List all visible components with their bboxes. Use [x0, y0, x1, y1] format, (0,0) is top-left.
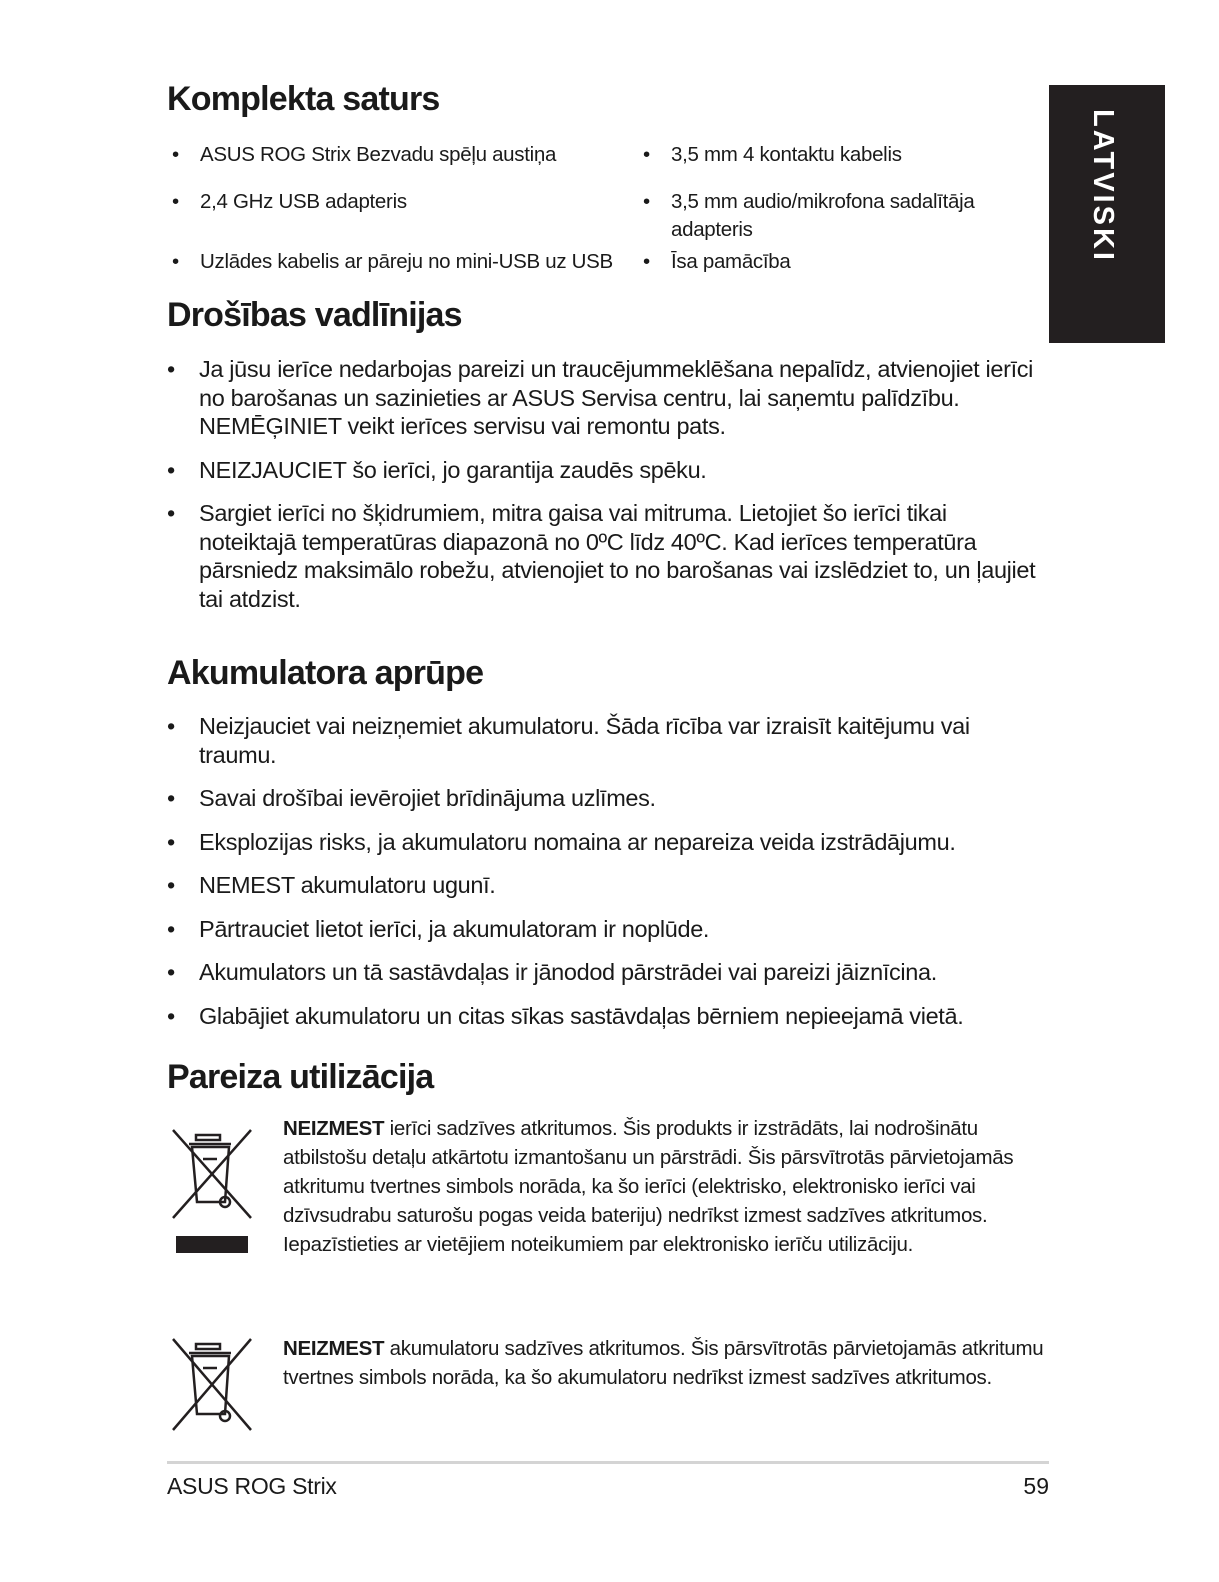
- list-item: [167, 871, 1047, 900]
- crossed-out-wheelie-bin-icon: [167, 1334, 257, 1434]
- bullet: •: [643, 250, 650, 273]
- battery-disposal-bold: NEIZMEST: [283, 1337, 385, 1360]
- bullet: •: [167, 959, 175, 985]
- safety-list: [167, 355, 1047, 613]
- bullet: •: [172, 190, 179, 213]
- contents-item-text: ASUS ROG Strix Bezvadu spēļu austiņa: [200, 143, 557, 166]
- device-disposal-body: ierīci sadzīves atkritumos. Šis produkts ir izstrādāts, lai nodrošinātu atbilstošu detaļu atkārtotu izmantošanu un pārstrādi. Šis pārsvītrotās pārvietojamās atkritumu tvertnes simbols norāda, ka šo ierīci (elektrisko, elektronisko ierīci vai dzīvsudrabu saturošu pogas veida bateriju) nedrīkst izmest sadzīves atkritumos. Iepazīstieties ar vietējiem noteikumiem par elektronisko ierīču utilizāciju.: [283, 1117, 1014, 1256]
- bullet: •: [172, 250, 179, 273]
- bullet: •: [167, 828, 175, 855]
- list-item: [167, 456, 1047, 485]
- battery-list: [167, 712, 1047, 1030]
- bullet: •: [167, 915, 175, 942]
- crossed-out-wheelie-bin-icon: [167, 1114, 257, 1259]
- list-item-text: Eksplozijas risks, ja akumulatoru nomaina ar nepareiza veida izstrādājumu.: [199, 828, 956, 855]
- footer-product: ASUS ROG Strix: [167, 1473, 337, 1499]
- bullet: •: [167, 500, 175, 526]
- page-number: 59: [1023, 1473, 1049, 1499]
- bullet: •: [167, 356, 175, 382]
- list-item-text: NEMEST akumulatoru ugunī.: [199, 872, 496, 898]
- bullet: •: [167, 713, 175, 739]
- battery-heading: Akumulatora aprūpe: [167, 654, 484, 692]
- device-disposal-text: [283, 1114, 1053, 1259]
- bullet: •: [167, 1002, 175, 1029]
- device-disposal-bold: NEIZMEST: [283, 1117, 385, 1140]
- bullet: •: [643, 190, 650, 213]
- list-item-text: NEIZJAUCIET šo ierīci, jo garantija zaudēs spēku.: [199, 456, 707, 483]
- list-item: [167, 915, 1047, 944]
- footer-rule: [167, 1461, 1049, 1464]
- contents-item: [172, 248, 613, 276]
- bullet: •: [643, 143, 650, 166]
- contents-item: [643, 248, 1031, 276]
- list-item: [167, 712, 1047, 769]
- bullet: •: [167, 872, 175, 898]
- contents-item: [172, 141, 556, 169]
- list-item-text: Akumulators un tā sastāvdaļas ir jānodod pārstrādei vai pareizi jāiznīcina.: [199, 959, 937, 985]
- list-item-text: Glabājiet akumulatoru un citas sīkas sastāvdaļas bērniem nepieejamā vietā.: [199, 1002, 964, 1029]
- list-item: [167, 828, 1047, 857]
- contents-item: [643, 141, 1031, 169]
- list-item: [167, 784, 1047, 813]
- contents-item-text: 3,5 mm audio/mikrofona sadalītāja adapteris: [671, 190, 975, 241]
- language-tab-label: LATVISKI: [1087, 109, 1119, 263]
- list-item-text: Neizjauciet vai neizņemiet akumulatoru. Šāda rīcība var izraisīt kaitējumu vai traumu.: [199, 713, 970, 768]
- contents-item-text: Īsa pamācība: [671, 250, 791, 273]
- bullet: •: [167, 785, 175, 811]
- list-item-text: Ja jūsu ierīce nedarbojas pareizi un traucējummeklēšana nepalīdz, atvienojiet ierīci no barošanas un sazinieties ar ASUS Servisa centru, lai saņemtu palīdzību. NEMĒĢINIET veikt ierīces servisu vai remontu pats.: [199, 356, 1034, 439]
- list-item: [167, 1002, 1047, 1031]
- list-item: [167, 958, 1047, 987]
- safety-heading: Drošības vadlīnijas: [167, 296, 462, 334]
- contents-item-text: 2,4 GHz USB adapteris: [200, 190, 407, 213]
- list-item: [167, 355, 1047, 441]
- contents-item: [643, 188, 1031, 244]
- list-item-text: Savai drošībai ievērojiet brīdinājuma uzlīmes.: [199, 785, 656, 811]
- list-item-text: Pārtrauciet lietot ierīci, ja akumulatoram ir noplūde.: [199, 915, 710, 942]
- list-item: [167, 499, 1047, 613]
- battery-disposal-text: [283, 1334, 1053, 1392]
- bullet: •: [172, 143, 179, 166]
- contents-item-text: 3,5 mm 4 kontaktu kabelis: [671, 143, 902, 166]
- contents-heading: Komplekta saturs: [167, 80, 440, 118]
- contents-item: [172, 188, 407, 216]
- list-item-text: Sargiet ierīci no šķidrumiem, mitra gaisa vai mitruma. Lietojiet šo ierīci tikai noteiktajā temperatūras diapazonā no 0ºC līdz 40ºC. Kad ierīces temperatūra pārsniedz maksimālo robežu, atvienojiet to no barošanas vai izslēdziet to, un ļaujiet tai atdzist.: [199, 500, 1036, 612]
- disposal-heading: Pareiza utilizācija: [167, 1058, 434, 1096]
- battery-disposal-body: akumulatoru sadzīves atkritumos. Šis pārsvītrotās pārvietojamās atkritumu tvertnes simbols norāda, ka šo akumulatoru nedrīkst izmest sadzīves atkritumos.: [283, 1337, 1044, 1389]
- language-tab: [1049, 85, 1165, 343]
- bullet: •: [167, 456, 175, 483]
- contents-item-text: Uzlādes kabelis ar pāreju no mini-USB uz USB: [200, 250, 613, 273]
